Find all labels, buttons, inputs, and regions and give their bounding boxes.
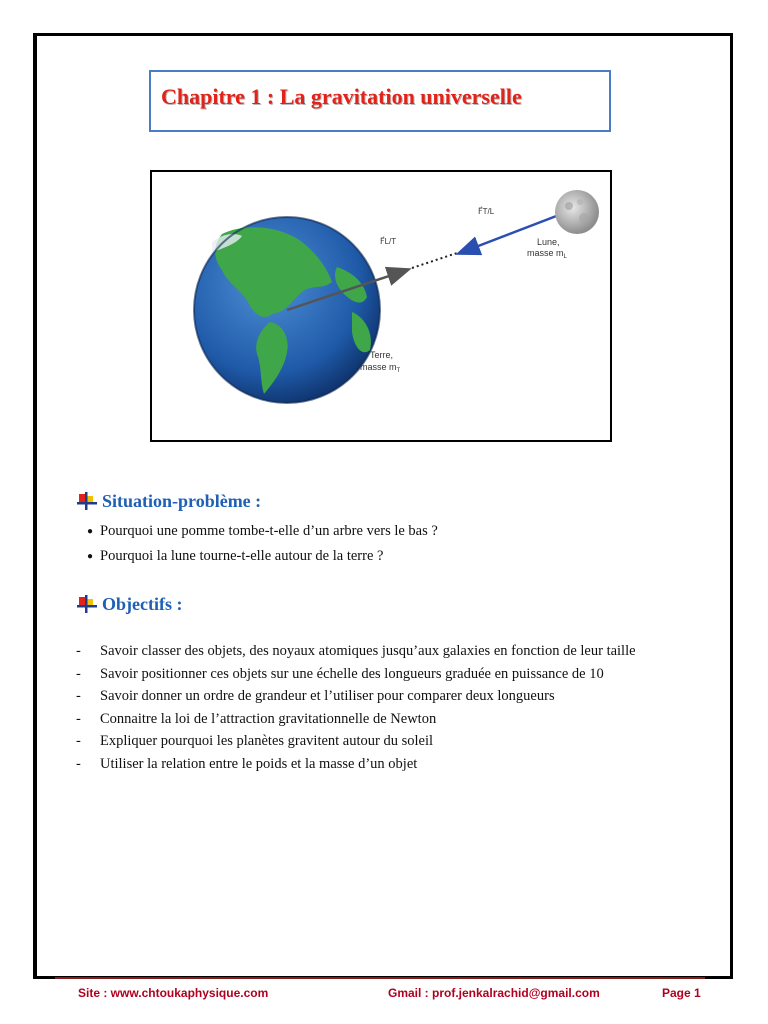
earth-label-1: Terre, bbox=[370, 350, 394, 360]
list-item: - Savoir positionner ces objets sur une échelle des longueurs graduée en puissance de 10 bbox=[76, 665, 604, 682]
gravitation-figure bbox=[150, 170, 612, 442]
footer-divider bbox=[55, 977, 705, 979]
list-item: - Expliquer pourquoi les planètes gravitent autour du soleil bbox=[76, 733, 434, 749]
objectifs-heading bbox=[76, 594, 182, 615]
footer-site: Site : www.chtoukaphysique.com bbox=[78, 986, 269, 1000]
moon-label-1: Lune, bbox=[537, 237, 560, 247]
list-item: - Connaitre la loi de l’attraction gravitationnelle de Newton bbox=[76, 710, 437, 727]
list-item: - Savoir classer des objets, des noyaux atomiques jusqu’aux galaxies en fonction de leur taille bbox=[76, 643, 636, 659]
force-label-LT: F⃗L/T bbox=[380, 237, 397, 246]
list-item: - Utiliser la relation entre le poids et la masse d’un objet bbox=[76, 755, 418, 772]
chapter-title: Chapitre 1 : La gravitation universelle bbox=[161, 84, 522, 109]
heading-marker-icon bbox=[76, 492, 98, 512]
list-item: ● Pourquoi une pomme tombe-t-elle d’un arbre vers le bas ? bbox=[86, 523, 438, 539]
list-item: - Savoir donner un ordre de grandeur et l’utiliser pour comparer deux longueurs bbox=[76, 688, 555, 704]
list-item: ● Pourquoi la lune tourne-t-elle autour de la terre ? bbox=[86, 548, 384, 564]
chapter-title-box bbox=[149, 70, 611, 132]
svg-text:masse mL bbox=[527, 248, 568, 260]
situation-heading bbox=[76, 491, 261, 512]
moon-image bbox=[555, 190, 599, 234]
situation-heading-text: Situation-problème : bbox=[102, 491, 262, 511]
earth-moon-diagram bbox=[152, 172, 610, 440]
heading-marker-icon bbox=[76, 595, 98, 615]
force-label-TL: F⃗T/L bbox=[478, 207, 495, 216]
earth-label-2: masse m bbox=[360, 362, 397, 372]
force-line-dotted bbox=[412, 253, 457, 268]
objectifs-list bbox=[76, 640, 706, 775]
footer-page-number: Page 1 bbox=[662, 986, 701, 1000]
moon-label-2: masse m bbox=[527, 248, 564, 258]
situation-list bbox=[80, 519, 438, 569]
svg-text:masse mT bbox=[360, 362, 401, 374]
footer-gmail: Gmail : prof.jenkalrachid@gmail.com bbox=[388, 986, 600, 1000]
moon-label-sub: L bbox=[563, 254, 567, 260]
objectifs-heading-text: Objectifs : bbox=[102, 594, 183, 614]
earth-label-sub: T bbox=[396, 368, 401, 374]
